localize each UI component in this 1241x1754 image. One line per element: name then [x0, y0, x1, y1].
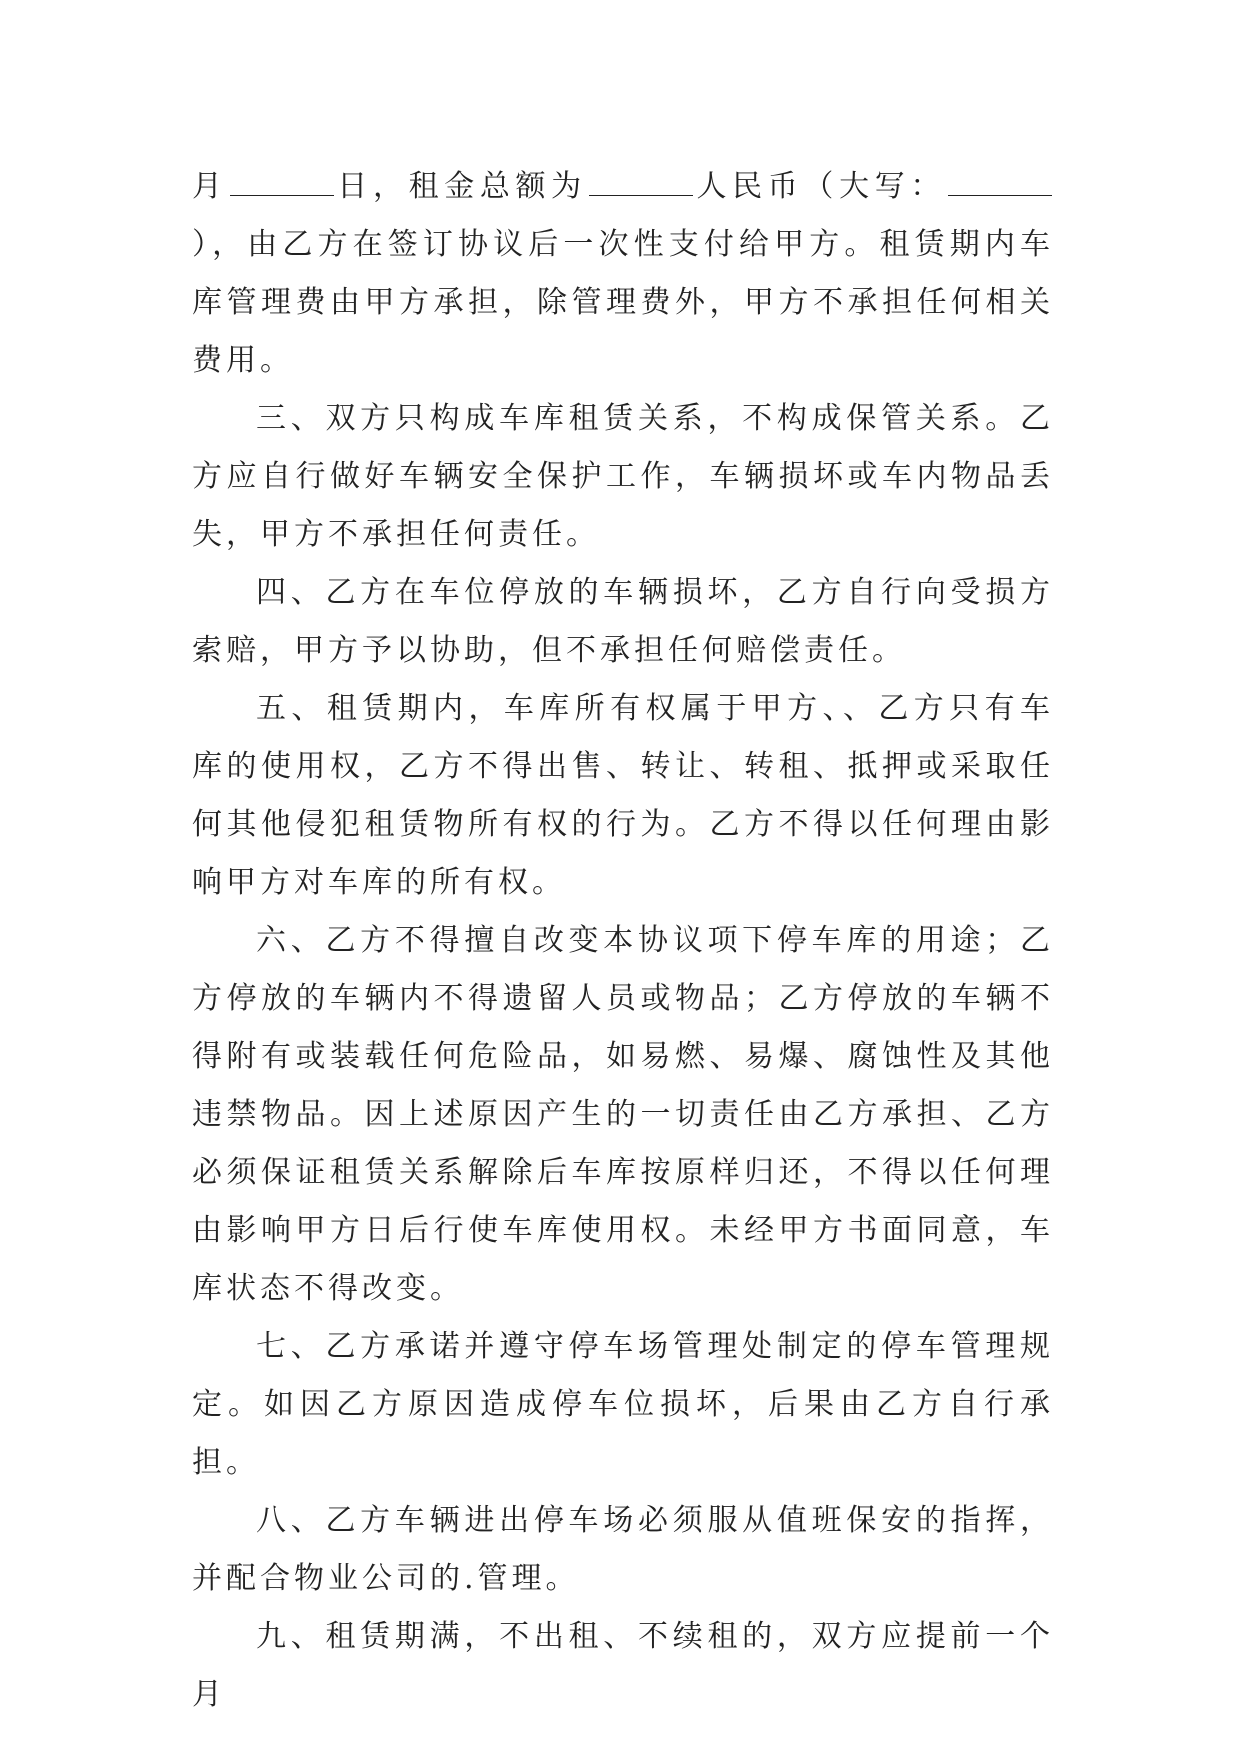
clause-5: 五、租赁期内，车库所有权属于甲方、、乙方只有车库的使用权，乙方不得出售、转让、转租、抵押或采取任何其他侵犯租赁物所有权的行为。乙方不得以任何理由影响甲方对车库的所有权。 [192, 691, 1054, 900]
clause-4: 四、乙方在车位停放的车辆损坏，乙方自行向受损方索赔，甲方予以协助，但不承担任何赔偿责任。 [192, 575, 1054, 668]
payment-paragraph [192, 158, 1054, 390]
document-body [192, 158, 1054, 1724]
clause-7: 七、乙方承诺并遵守停车场管理处制定的停车管理规定。如因乙方原因造成停车位损坏，后果由乙方自行承担。 [192, 1329, 1054, 1480]
day-blank [230, 159, 334, 196]
rent-uppercase-blank [948, 159, 1052, 196]
clause-6: 六、乙方不得擅自改变本协议项下停车库的用途；乙方停放的车辆内不得遗留人员或物品；乙方停放的车辆不得附有或装载任何危险品，如易燃、易爆、腐蚀性及其他违禁物品。因上述原因产生的一切责任由乙方承担、乙方必须保证租赁关系解除后车库按原样归还，不得以任何理由影响甲方日后行使车库使用权。未经甲方书面同意，车库状态不得改变。 [192, 923, 1054, 1306]
payment-terms-text: 由乙方在签订协议后一次性支付给甲方。租赁期内车库管理费由甲方承担，除管理费外，甲方不承担任何相关费用。 [192, 227, 1054, 378]
month-label: 月 [192, 169, 228, 204]
rmb-uppercase-label: 人民币（大写： [694, 169, 947, 204]
total-rent-label: 日，租金总额为 [335, 169, 587, 204]
clause-8: 八、乙方车辆进出停车场必须服从值班保安的指挥，并配合物业公司的.管理。 [192, 1503, 1054, 1596]
clause-3: 三、双方只构成车库租赁关系，不构成保管关系。乙方应自行做好车辆安全保护工作，车辆损坏或车内物品丢失，甲方不承担任何责任。 [192, 401, 1054, 552]
closing-paren: ）， [192, 227, 248, 262]
clause-9: 九、租赁期满，不出租、不续租的，双方应提前一个月 [192, 1619, 1054, 1712]
rent-amount-blank [589, 159, 693, 196]
